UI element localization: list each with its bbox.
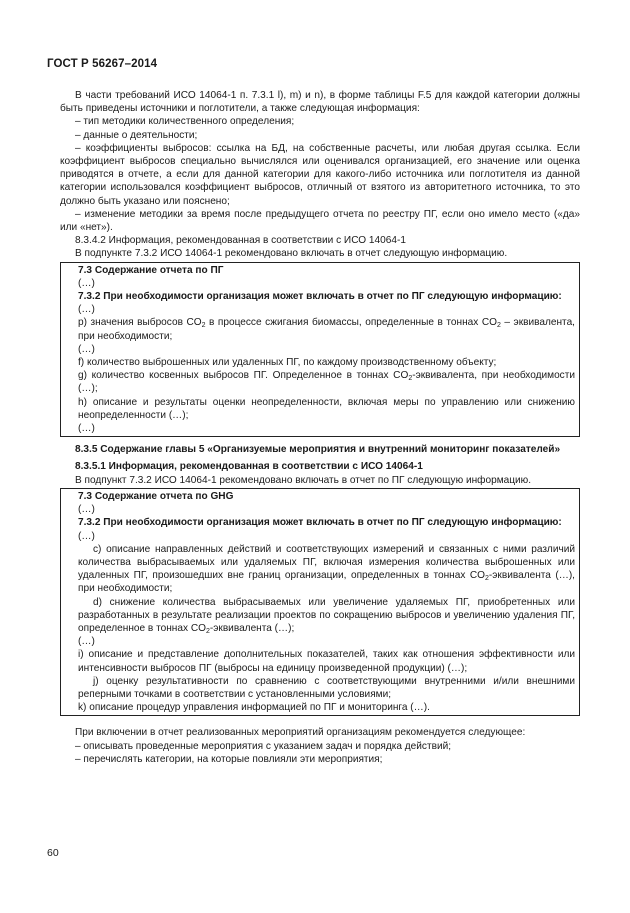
list-item-f: f) количество выброшенных или удаленных ПГ, по каждому производственному объекту; — [78, 357, 497, 369]
ellipsis: (…) — [78, 343, 95, 355]
section-heading: 8.3.4.2 Информация, рекомендованная в соответствии с ИСО 14064-1 — [75, 235, 406, 247]
ellipsis: (…) — [78, 304, 95, 316]
list-item-c: c) описание направленных действий и соответствующих измерений и связанных с ними различий количества выбрасываемых или удаляемых ПГ, включая измерения количества выброшенных или удаленных ПГ, произошедших вне границ организации, определенных в тоннах $CO_2$-эквивалента (…), при необходимости; — [78, 543, 575, 595]
list-item: – изменение методики за время после предыдущего отчета по реестру ПГ, если оно имело место («да» или «нет»). — [60, 208, 580, 234]
ellipsis: (…) — [78, 636, 95, 648]
list-item: – тип методики количественного определения; — [75, 116, 295, 128]
list-item-g: g) количество косвенных выбросов ПГ. Определенное в тоннах $CO_2$-эквивалента, при необходимости (…); — [78, 370, 575, 395]
document-header: ГОСТ Р 56267–2014 — [47, 58, 158, 70]
list-item: – перечислять категории, на которые повлияли эти мероприятия; — [75, 753, 383, 765]
box-subtitle: 7.3.2 При необходимости организация может включать в отчет по ПГ следующую информацию: — [78, 517, 562, 529]
list-item-h: h) описание и результаты оценки неопределенности, включая меры по управлению или снижению неопределенности (…); — [78, 396, 575, 421]
list-item: – описывать проведенные мероприятия с указанием задач и порядка действий; — [75, 740, 452, 752]
paragraph: При включении в отчет реализованных мероприятий организациям рекомендуется следующее: — [75, 727, 526, 739]
subsection-heading: 8.3.5.1 Информация, рекомендованная в соответствии с ИСО 14064-1 — [75, 461, 423, 473]
list-item-i: i) описание и представление дополнительных показателей, таких как отношения эффективности или интенсивности выбросов ПГ (выбросы на единицу произведенной продукции) (…); — [78, 649, 575, 674]
ellipsis: (…) — [78, 423, 95, 435]
list-item-k: k) описание процедур управления информацией по ПГ и мониторинга (…). — [78, 702, 430, 714]
ellipsis: (…) — [78, 277, 95, 289]
page-content — [60, 89, 580, 766]
list-item: – коэффициенты выбросов: ссылка на БД, на собственные расчеты, или любая другая ссылка. Если коэффициент выбросов специально вычислялся или оценивался организацией, его значение или оценка приводятся в отчете, а если для данной категории для какого-либо источника или поглотителя из данной категории использовался коэффициент выбросов, отличный от взятого из авторитетного источника, то это должно быть указано или пояснено; — [60, 142, 580, 207]
quote-box-iso-excerpt-2 — [60, 488, 580, 716]
quote-box-iso-excerpt-1 — [60, 262, 580, 438]
paragraph: В части требований ИСО 14064-1 п. 7.3.1 l), m) и n), в форме таблицы F.5 для каждой категории должны быть приведены источники и поглотители, а также следующая информация: — [60, 90, 580, 115]
list-item-j: j) оценку результативности по сравнению с соответствующими внутренними и/или внешними реперными точками в соответствии с установленными условиями; — [78, 675, 575, 700]
box-title: 7.3 Содержание отчета по ПГ — [78, 264, 224, 276]
page-number: 60 — [47, 847, 59, 859]
ellipsis: (…) — [78, 504, 95, 516]
paragraph: В подпункт 7.3.2 ИСО 14064-1 рекомендовано включать в отчет по ПГ следующую информацию. — [75, 474, 532, 486]
list-item-d: d) снижение количества выбрасываемых или увеличение удаляемых ПГ, приобретенных или разработанных в результате реализации проектов по сокращению выбросов и увеличению удаления ПГ, определенное в тоннах $CO_2$-эквивалента (…); — [78, 596, 575, 635]
ellipsis: (…) — [78, 530, 95, 542]
box-title: 7.3 Содержание отчета по GHG — [78, 490, 234, 502]
list-item: – данные о деятельности; — [75, 129, 198, 141]
section-heading: 8.3.5 Содержание главы 5 «Организуемые мероприятия и внутренний мониторинг показателей» — [75, 444, 561, 456]
box-subtitle: 7.3.2 При необходимости организация может включать в отчет по ПГ следующую информацию: — [78, 291, 562, 303]
list-item-p: p) значения выбросов $CO_2$ в процессе сжигания биомассы, определенные в тоннах $CO_2$ – эквивалента, при необходимости; — [78, 317, 575, 342]
paragraph: В подпункте 7.3.2 ИСО 14064-1 рекомендовано включать в отчет следующую информацию. — [75, 248, 508, 260]
